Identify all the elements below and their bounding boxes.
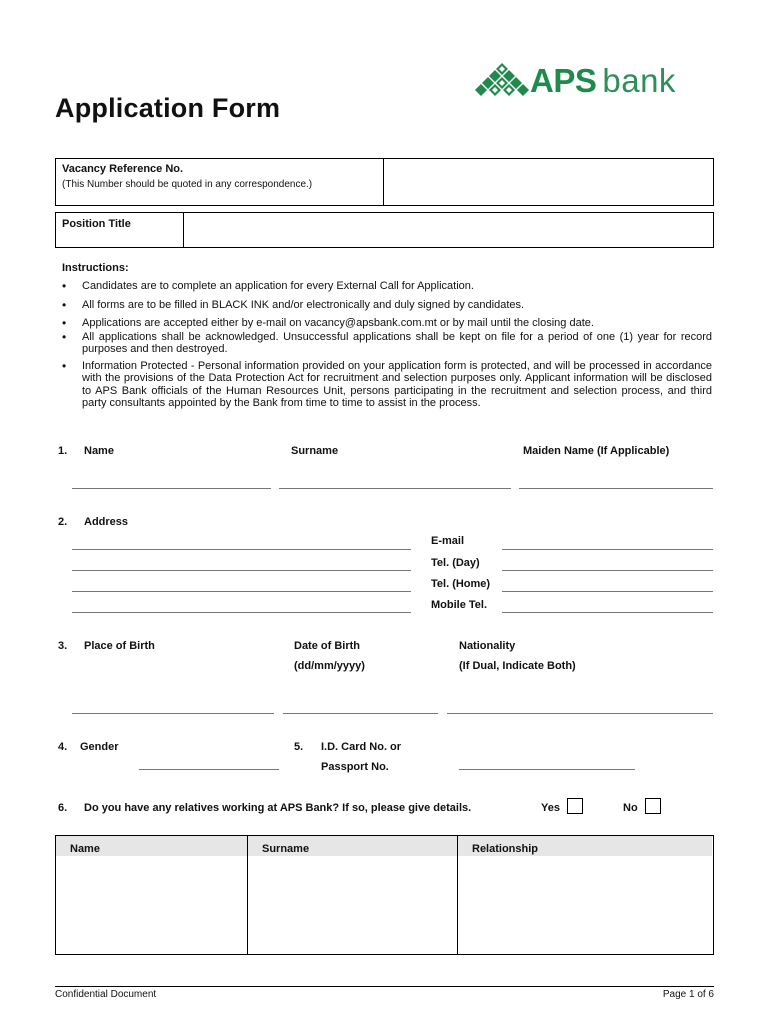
section-3-number: 3.	[58, 640, 68, 652]
nationality-note: (If Dual, Indicate Both)	[459, 660, 576, 672]
tel-day-label: Tel. (Day)	[431, 557, 480, 569]
logo-suffix: bank	[602, 62, 676, 99]
logo-brand: APS	[530, 62, 597, 99]
instructions-list	[62, 280, 712, 410]
no-checkbox[interactable]	[645, 798, 661, 814]
instruction-item: • All forms are to be filled in BLACK INK and/or electronically and duly signed by candidates.	[62, 299, 712, 312]
position-title-box	[55, 212, 714, 248]
section-1-number: 1.	[58, 445, 68, 457]
yes-label: Yes	[541, 802, 560, 814]
name-label: Name	[84, 445, 114, 457]
position-title-label: Position Title	[62, 218, 131, 230]
yes-checkbox[interactable]	[567, 798, 583, 814]
gender-label: Gender	[80, 741, 119, 753]
instruction-item: • Applications are accepted either by e-mail on vacancy@apsbank.com.mt or by mail until the closing date.	[62, 317, 712, 330]
page-title: Application Form	[55, 93, 281, 123]
date-of-birth-field[interactable]	[283, 713, 438, 714]
id-card-label: I.D. Card No. or	[321, 741, 402, 753]
section-5-number: 5.	[294, 741, 304, 753]
tel-home-label: Tel. (Home)	[431, 578, 491, 590]
relative-relationship-cell[interactable]	[459, 858, 712, 953]
surname-label: Surname	[291, 445, 339, 457]
passport-label: Passport No.	[321, 761, 389, 773]
section-6-number: 6.	[58, 802, 68, 814]
date-of-birth-label: Date of Birth	[294, 640, 360, 652]
maiden-name-label: Maiden Name (If Applicable)	[523, 445, 670, 457]
relative-name-cell[interactable]	[57, 858, 246, 953]
tel-day-field[interactable]	[502, 570, 713, 571]
instruction-item: • Candidates are to complete an application for every External Call for Application.	[62, 280, 712, 293]
table-header-relationship: Relationship	[472, 843, 539, 855]
no-label: No	[623, 802, 638, 814]
mobile-tel-label: Mobile Tel.	[431, 599, 488, 611]
nationality-field[interactable]	[447, 713, 713, 714]
maiden-name-field[interactable]	[519, 488, 713, 489]
vacancy-reference-input[interactable]	[385, 160, 712, 204]
name-field[interactable]	[72, 488, 271, 489]
section-4-number: 4.	[58, 741, 68, 753]
relatives-question: Do you have any relatives working at APS Bank? If so, please give details.	[84, 802, 472, 814]
id-card-field[interactable]	[459, 769, 635, 770]
table-header-name: Name	[70, 843, 100, 855]
relatives-table	[55, 835, 714, 955]
email-field[interactable]	[502, 549, 713, 550]
address-line-4[interactable]	[72, 612, 411, 613]
place-of-birth-label: Place of Birth	[84, 640, 155, 652]
email-label: E-mail	[431, 535, 465, 547]
vacancy-reference-box	[55, 158, 714, 206]
instructions-heading: Instructions:	[62, 262, 129, 274]
date-format-label: (dd/mm/yyyy)	[294, 660, 365, 672]
vacancy-note: (This Number should be quoted in any correspondence.)	[62, 179, 313, 190]
address-line-3[interactable]	[72, 591, 411, 592]
address-line-2[interactable]	[72, 570, 411, 571]
surname-field[interactable]	[279, 488, 511, 489]
aps-bank-logo-icon	[473, 61, 531, 101]
vacancy-label: Vacancy Reference No.	[62, 163, 184, 175]
section-2-number: 2.	[58, 516, 68, 528]
footer-page-number: Page 1 of 6	[662, 989, 714, 1000]
footer-divider	[55, 986, 714, 987]
instruction-item: • Information Protected - Personal information provided on your application form is protected, and will be processed in accordance with the provisions of the Data Protection Act for recruitment and selection purposes only. Applicant information will be disclosed to APS Bank officials of the Human Resources Unit, persons participating in the recruitment and selection process, and third party consultants appointed by the Bank from time to time to assist in the process.	[62, 360, 712, 410]
tel-home-field[interactable]	[502, 591, 713, 592]
table-header-surname: Surname	[262, 843, 310, 855]
position-title-input[interactable]	[185, 214, 712, 246]
address-line-1[interactable]	[72, 549, 411, 550]
instruction-item: • All applications shall be acknowledged. Unsuccessful applications shall be kept on file for a period of one (1) year for record purposes and then destroyed.	[62, 331, 712, 356]
aps-bank-logo-text	[530, 60, 676, 102]
footer-left: Confidential Document	[55, 989, 157, 1000]
relative-surname-cell[interactable]	[249, 858, 456, 953]
nationality-label: Nationality	[459, 640, 516, 652]
address-label: Address	[84, 516, 129, 528]
gender-field[interactable]	[139, 769, 279, 770]
mobile-tel-field[interactable]	[502, 612, 713, 613]
place-of-birth-field[interactable]	[72, 713, 274, 714]
